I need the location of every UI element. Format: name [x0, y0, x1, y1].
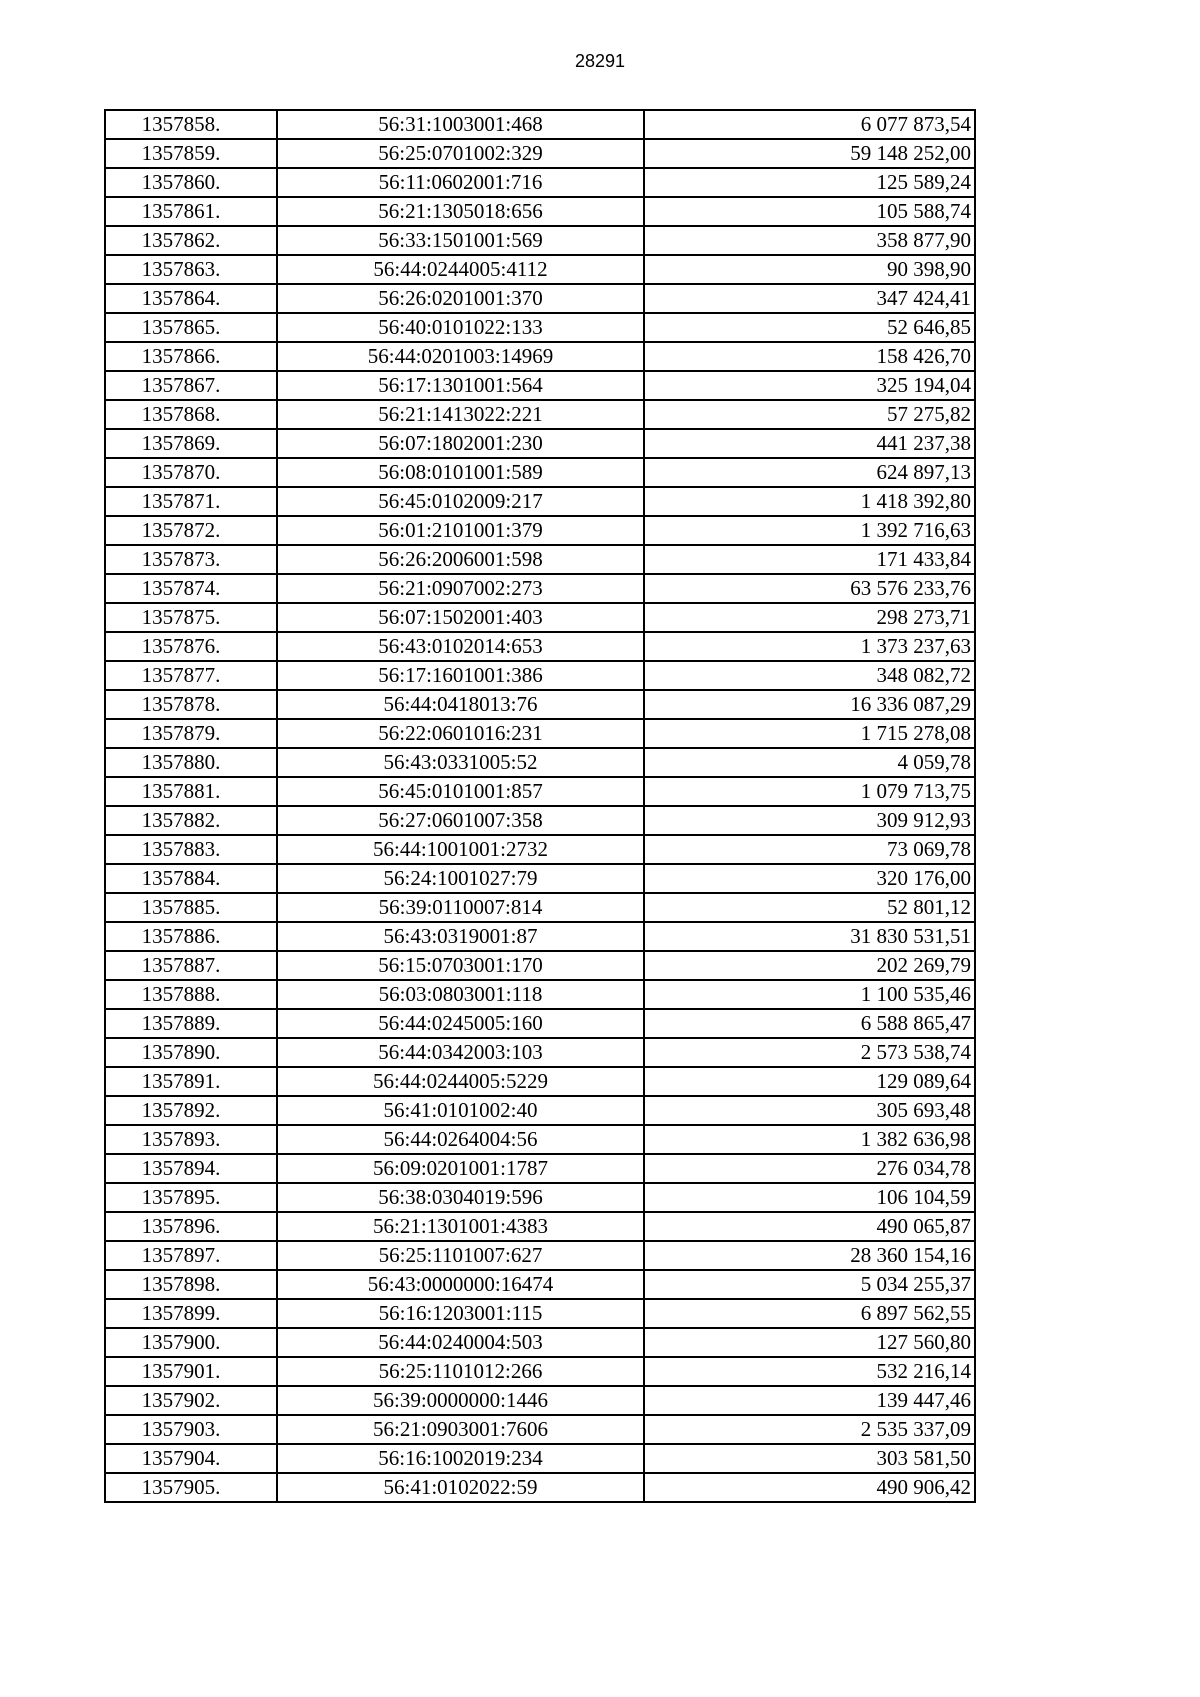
- table-row: [105, 951, 975, 980]
- row-number-cell: 1357895.: [105, 1183, 277, 1212]
- cadastral-number-cell: 56:25:0701002:329: [277, 139, 644, 168]
- value-cell: 6 588 865,47: [644, 1009, 975, 1038]
- table-row: [105, 168, 975, 197]
- cadastral-number-cell: 56:21:0907002:273: [277, 574, 644, 603]
- row-number-cell: 1357876.: [105, 632, 277, 661]
- cadastral-number-cell: 56:15:0703001:170: [277, 951, 644, 980]
- table-row: [105, 458, 975, 487]
- table-row: [105, 1009, 975, 1038]
- cadastral-number-cell: 56:33:1501001:569: [277, 226, 644, 255]
- table-row: [105, 487, 975, 516]
- table-row: [105, 226, 975, 255]
- value-cell: 1 392 716,63: [644, 516, 975, 545]
- cadastral-number-cell: 56:16:1203001:115: [277, 1299, 644, 1328]
- cadastral-number-cell: 56:44:0201003:14969: [277, 342, 644, 371]
- row-number-cell: 1357896.: [105, 1212, 277, 1241]
- value-cell: 276 034,78: [644, 1154, 975, 1183]
- cadastral-number-cell: 56:43:0000000:16474: [277, 1270, 644, 1299]
- cadastral-number-cell: 56:41:0101002:40: [277, 1096, 644, 1125]
- value-cell: 624 897,13: [644, 458, 975, 487]
- value-cell: 348 082,72: [644, 661, 975, 690]
- table-row: [105, 574, 975, 603]
- row-number-cell: 1357874.: [105, 574, 277, 603]
- row-number-cell: 1357888.: [105, 980, 277, 1009]
- value-cell: 63 576 233,76: [644, 574, 975, 603]
- cadastral-number-cell: 56:25:1101012:266: [277, 1357, 644, 1386]
- value-cell: 358 877,90: [644, 226, 975, 255]
- value-cell: 171 433,84: [644, 545, 975, 574]
- cadastral-number-cell: 56:03:0803001:118: [277, 980, 644, 1009]
- records-table-body: [105, 110, 975, 1502]
- value-cell: 59 148 252,00: [644, 139, 975, 168]
- cadastral-number-cell: 56:16:1002019:234: [277, 1444, 644, 1473]
- table-row: [105, 777, 975, 806]
- row-number-cell: 1357880.: [105, 748, 277, 777]
- cadastral-number-cell: 56:43:0102014:653: [277, 632, 644, 661]
- value-cell: 6 077 873,54: [644, 110, 975, 139]
- table-row: [105, 1096, 975, 1125]
- cadastral-number-cell: 56:44:0418013:76: [277, 690, 644, 719]
- row-number-cell: 1357875.: [105, 603, 277, 632]
- value-cell: 125 589,24: [644, 168, 975, 197]
- cadastral-number-cell: 56:40:0101022:133: [277, 313, 644, 342]
- value-cell: 1 715 278,08: [644, 719, 975, 748]
- table-row: [105, 342, 975, 371]
- cadastral-number-cell: 56:09:0201001:1787: [277, 1154, 644, 1183]
- row-number-cell: 1357903.: [105, 1415, 277, 1444]
- value-cell: 309 912,93: [644, 806, 975, 835]
- value-cell: 441 237,38: [644, 429, 975, 458]
- row-number-cell: 1357873.: [105, 545, 277, 574]
- cadastral-number-cell: 56:07:1802001:230: [277, 429, 644, 458]
- row-number-cell: 1357872.: [105, 516, 277, 545]
- table-row: [105, 806, 975, 835]
- table-row: [105, 516, 975, 545]
- cadastral-number-cell: 56:24:1001027:79: [277, 864, 644, 893]
- table-row: [105, 1125, 975, 1154]
- cadastral-number-cell: 56:25:1101007:627: [277, 1241, 644, 1270]
- value-cell: 4 059,78: [644, 748, 975, 777]
- row-number-cell: 1357870.: [105, 458, 277, 487]
- row-number-cell: 1357860.: [105, 168, 277, 197]
- table-row: [105, 1299, 975, 1328]
- row-number-cell: 1357866.: [105, 342, 277, 371]
- table-row: [105, 1154, 975, 1183]
- row-number-cell: 1357869.: [105, 429, 277, 458]
- cadastral-number-cell: 56:17:1601001:386: [277, 661, 644, 690]
- cadastral-number-cell: 56:21:1413022:221: [277, 400, 644, 429]
- table-row: [105, 110, 975, 139]
- table-row: [105, 603, 975, 632]
- table-row: [105, 632, 975, 661]
- table-row: [105, 139, 975, 168]
- value-cell: 2 535 337,09: [644, 1415, 975, 1444]
- row-number-cell: 1357894.: [105, 1154, 277, 1183]
- cadastral-number-cell: 56:21:1305018:656: [277, 197, 644, 226]
- table-row: [105, 835, 975, 864]
- table-row: [105, 255, 975, 284]
- cadastral-number-cell: 56:44:1001001:2732: [277, 835, 644, 864]
- table-row: [105, 1270, 975, 1299]
- row-number-cell: 1357868.: [105, 400, 277, 429]
- cadastral-number-cell: 56:45:0101001:857: [277, 777, 644, 806]
- row-number-cell: 1357898.: [105, 1270, 277, 1299]
- cadastral-number-cell: 56:26:2006001:598: [277, 545, 644, 574]
- table-row: [105, 661, 975, 690]
- value-cell: 16 336 087,29: [644, 690, 975, 719]
- cadastral-number-cell: 56:21:1301001:4383: [277, 1212, 644, 1241]
- value-cell: 139 447,46: [644, 1386, 975, 1415]
- cadastral-number-cell: 56:44:0244005:5229: [277, 1067, 644, 1096]
- value-cell: 2 573 538,74: [644, 1038, 975, 1067]
- value-cell: 5 034 255,37: [644, 1270, 975, 1299]
- row-number-cell: 1357863.: [105, 255, 277, 284]
- row-number-cell: 1357900.: [105, 1328, 277, 1357]
- table-row: [105, 429, 975, 458]
- table-row: [105, 400, 975, 429]
- row-number-cell: 1357893.: [105, 1125, 277, 1154]
- value-cell: 347 424,41: [644, 284, 975, 313]
- cadastral-number-cell: 56:43:0331005:52: [277, 748, 644, 777]
- value-cell: 532 216,14: [644, 1357, 975, 1386]
- row-number-cell: 1357891.: [105, 1067, 277, 1096]
- table-row: [105, 1473, 975, 1502]
- table-row: [105, 545, 975, 574]
- table-row: [105, 922, 975, 951]
- cadastral-number-cell: 56:31:1003001:468: [277, 110, 644, 139]
- table-row: [105, 980, 975, 1009]
- value-cell: 127 560,80: [644, 1328, 975, 1357]
- row-number-cell: 1357867.: [105, 371, 277, 400]
- table-row: [105, 1386, 975, 1415]
- value-cell: 1 373 237,63: [644, 632, 975, 661]
- value-cell: 1 100 535,46: [644, 980, 975, 1009]
- cadastral-number-cell: 56:43:0319001:87: [277, 922, 644, 951]
- row-number-cell: 1357864.: [105, 284, 277, 313]
- value-cell: 28 360 154,16: [644, 1241, 975, 1270]
- value-cell: 325 194,04: [644, 371, 975, 400]
- table-row: [105, 748, 975, 777]
- cadastral-number-cell: 56:21:0903001:7606: [277, 1415, 644, 1444]
- value-cell: 6 897 562,55: [644, 1299, 975, 1328]
- row-number-cell: 1357884.: [105, 864, 277, 893]
- value-cell: 1 079 713,75: [644, 777, 975, 806]
- table-row: [105, 1038, 975, 1067]
- cadastral-number-cell: 56:41:0102022:59: [277, 1473, 644, 1502]
- table-row: [105, 864, 975, 893]
- row-number-cell: 1357862.: [105, 226, 277, 255]
- value-cell: 298 273,71: [644, 603, 975, 632]
- table-row: [105, 690, 975, 719]
- cadastral-number-cell: 56:44:0240004:503: [277, 1328, 644, 1357]
- row-number-cell: 1357859.: [105, 139, 277, 168]
- table-row: [105, 1212, 975, 1241]
- value-cell: 129 089,64: [644, 1067, 975, 1096]
- row-number-cell: 1357889.: [105, 1009, 277, 1038]
- cadastral-number-cell: 56:17:1301001:564: [277, 371, 644, 400]
- value-cell: 305 693,48: [644, 1096, 975, 1125]
- table-row: [105, 197, 975, 226]
- cadastral-number-cell: 56:44:0342003:103: [277, 1038, 644, 1067]
- value-cell: 202 269,79: [644, 951, 975, 980]
- row-number-cell: 1357892.: [105, 1096, 277, 1125]
- table-row: [105, 371, 975, 400]
- value-cell: 57 275,82: [644, 400, 975, 429]
- cadastral-number-cell: 56:01:2101001:379: [277, 516, 644, 545]
- table-row: [105, 893, 975, 922]
- cadastral-number-cell: 56:26:0201001:370: [277, 284, 644, 313]
- table-row: [105, 1183, 975, 1212]
- row-number-cell: 1357899.: [105, 1299, 277, 1328]
- cadastral-number-cell: 56:45:0102009:217: [277, 487, 644, 516]
- row-number-cell: 1357905.: [105, 1473, 277, 1502]
- table-row: [105, 1241, 975, 1270]
- value-cell: 320 176,00: [644, 864, 975, 893]
- row-number-cell: 1357882.: [105, 806, 277, 835]
- value-cell: 1 418 392,80: [644, 487, 975, 516]
- table-row: [105, 1415, 975, 1444]
- value-cell: 490 065,87: [644, 1212, 975, 1241]
- value-cell: 1 382 636,98: [644, 1125, 975, 1154]
- cadastral-number-cell: 56:39:0000000:1446: [277, 1386, 644, 1415]
- row-number-cell: 1357885.: [105, 893, 277, 922]
- value-cell: 31 830 531,51: [644, 922, 975, 951]
- row-number-cell: 1357883.: [105, 835, 277, 864]
- row-number-cell: 1357887.: [105, 951, 277, 980]
- page-number: 28291: [574, 51, 626, 71]
- cadastral-number-cell: 56:27:0601007:358: [277, 806, 644, 835]
- value-cell: 303 581,50: [644, 1444, 975, 1473]
- table-row: [105, 1067, 975, 1096]
- table-row: [105, 284, 975, 313]
- value-cell: 73 069,78: [644, 835, 975, 864]
- cadastral-number-cell: 56:07:1502001:403: [277, 603, 644, 632]
- cadastral-number-cell: 56:11:0602001:716: [277, 168, 644, 197]
- table-row: [105, 313, 975, 342]
- cadastral-number-cell: 56:38:0304019:596: [277, 1183, 644, 1212]
- row-number-cell: 1357858.: [105, 110, 277, 139]
- row-number-cell: 1357897.: [105, 1241, 277, 1270]
- row-number-cell: 1357904.: [105, 1444, 277, 1473]
- row-number-cell: 1357890.: [105, 1038, 277, 1067]
- cadastral-number-cell: 56:44:0264004:56: [277, 1125, 644, 1154]
- table-row: [105, 1444, 975, 1473]
- row-number-cell: 1357901.: [105, 1357, 277, 1386]
- cadastral-number-cell: 56:44:0245005:160: [277, 1009, 644, 1038]
- row-number-cell: 1357861.: [105, 197, 277, 226]
- row-number-cell: 1357878.: [105, 690, 277, 719]
- table-row: [105, 719, 975, 748]
- row-number-cell: 1357879.: [105, 719, 277, 748]
- row-number-cell: 1357877.: [105, 661, 277, 690]
- cadastral-number-cell: 56:39:0110007:814: [277, 893, 644, 922]
- table-row: [105, 1328, 975, 1357]
- row-number-cell: 1357886.: [105, 922, 277, 951]
- row-number-cell: 1357871.: [105, 487, 277, 516]
- cadastral-number-cell: 56:44:0244005:4112: [277, 255, 644, 284]
- value-cell: 105 588,74: [644, 197, 975, 226]
- value-cell: 90 398,90: [644, 255, 975, 284]
- row-number-cell: 1357865.: [105, 313, 277, 342]
- row-number-cell: 1357881.: [105, 777, 277, 806]
- value-cell: 106 104,59: [644, 1183, 975, 1212]
- table-row: [105, 1357, 975, 1386]
- value-cell: 52 646,85: [644, 313, 975, 342]
- cadastral-number-cell: 56:08:0101001:589: [277, 458, 644, 487]
- value-cell: 490 906,42: [644, 1473, 975, 1502]
- cadastral-number-cell: 56:22:0601016:231: [277, 719, 644, 748]
- row-number-cell: 1357902.: [105, 1386, 277, 1415]
- records-table: [104, 109, 976, 1503]
- value-cell: 158 426,70: [644, 342, 975, 371]
- value-cell: 52 801,12: [644, 893, 975, 922]
